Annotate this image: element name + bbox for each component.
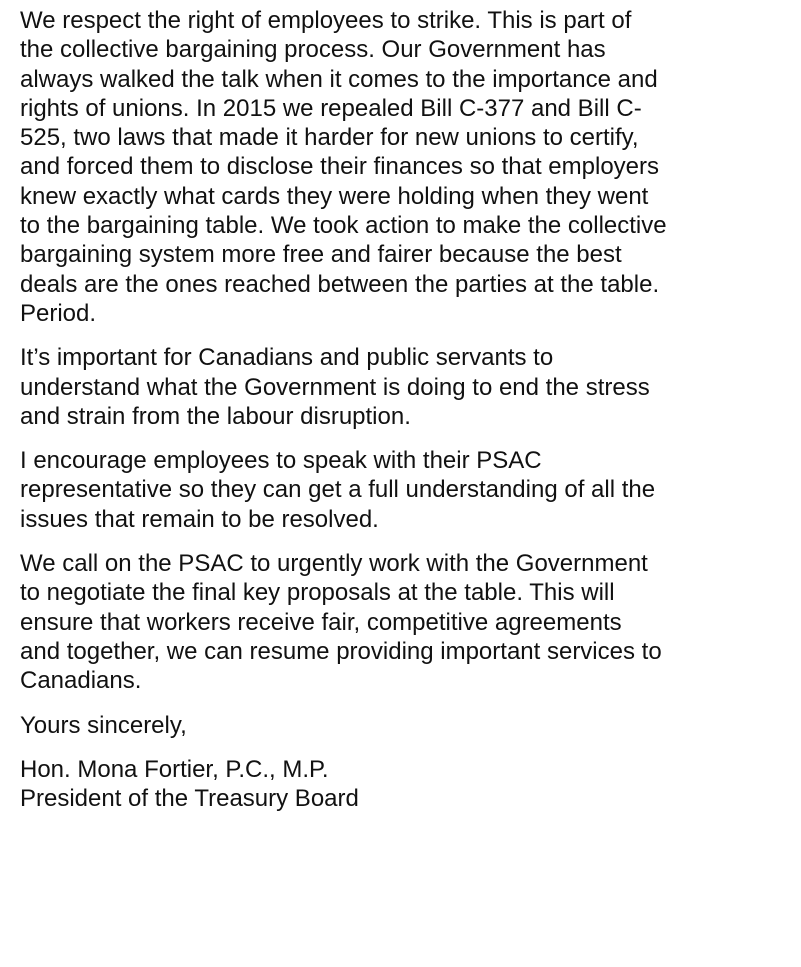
text-line: representative so they can get a full understanding of all the (20, 476, 656, 504)
text-line: to the bargaining table. We took action to make the collective (20, 212, 667, 240)
text-line: issues that remain to be resolved. (20, 505, 379, 533)
text-line: 525, two laws that made it harder for new unions to certify, (20, 124, 639, 152)
text-line: deals are the ones reached between the parties at the table. (20, 270, 660, 298)
signatory-title: President of the Treasury Board (20, 785, 359, 813)
text-line: It’s important for Canadians and public servants to (20, 344, 554, 372)
signatory-name: Hon. Mona Fortier, P.C., M.P. (20, 755, 329, 783)
text-line: knew exactly what cards they were holding when they went (20, 182, 649, 210)
text-line: understand what the Government is doing to end the stress (20, 373, 650, 401)
letter-body (20, 6, 790, 813)
closing (20, 711, 790, 740)
text-line: and strain from the labour disruption. (20, 402, 411, 430)
text-line: Canadians. (20, 667, 142, 695)
text-line: to negotiate the final key proposals at the table. This will (20, 579, 615, 607)
text-line: I encourage employees to speak with their PSAC (20, 447, 542, 475)
text-line: ensure that workers receive fair, competitive agreements (20, 608, 622, 636)
text-line: the collective bargaining process. Our Government has (20, 36, 606, 64)
text-line: and together, we can resume providing important services to (20, 637, 662, 665)
paragraph-strike-rights (20, 6, 790, 328)
paragraph-encourage (20, 446, 790, 534)
text-line: We call on the PSAC to urgently work with the Government (20, 550, 648, 578)
text-line: Period. (20, 299, 97, 327)
signature-block (20, 755, 790, 814)
closing-text: Yours sincerely, (20, 711, 187, 739)
text-line: always walked the talk when it comes to the importance and (20, 65, 658, 93)
paragraph-understanding (20, 343, 790, 431)
text-line: and forced them to disclose their finances so that employers (20, 153, 659, 181)
text-line: We respect the right of employees to strike. This is part of (20, 7, 632, 34)
text-line: bargaining system more free and fairer because the best (20, 241, 622, 269)
text-line: rights of unions. In 2015 we repealed Bill C-377 and Bill C- (20, 94, 642, 122)
paragraph-call-on-psac (20, 549, 790, 695)
